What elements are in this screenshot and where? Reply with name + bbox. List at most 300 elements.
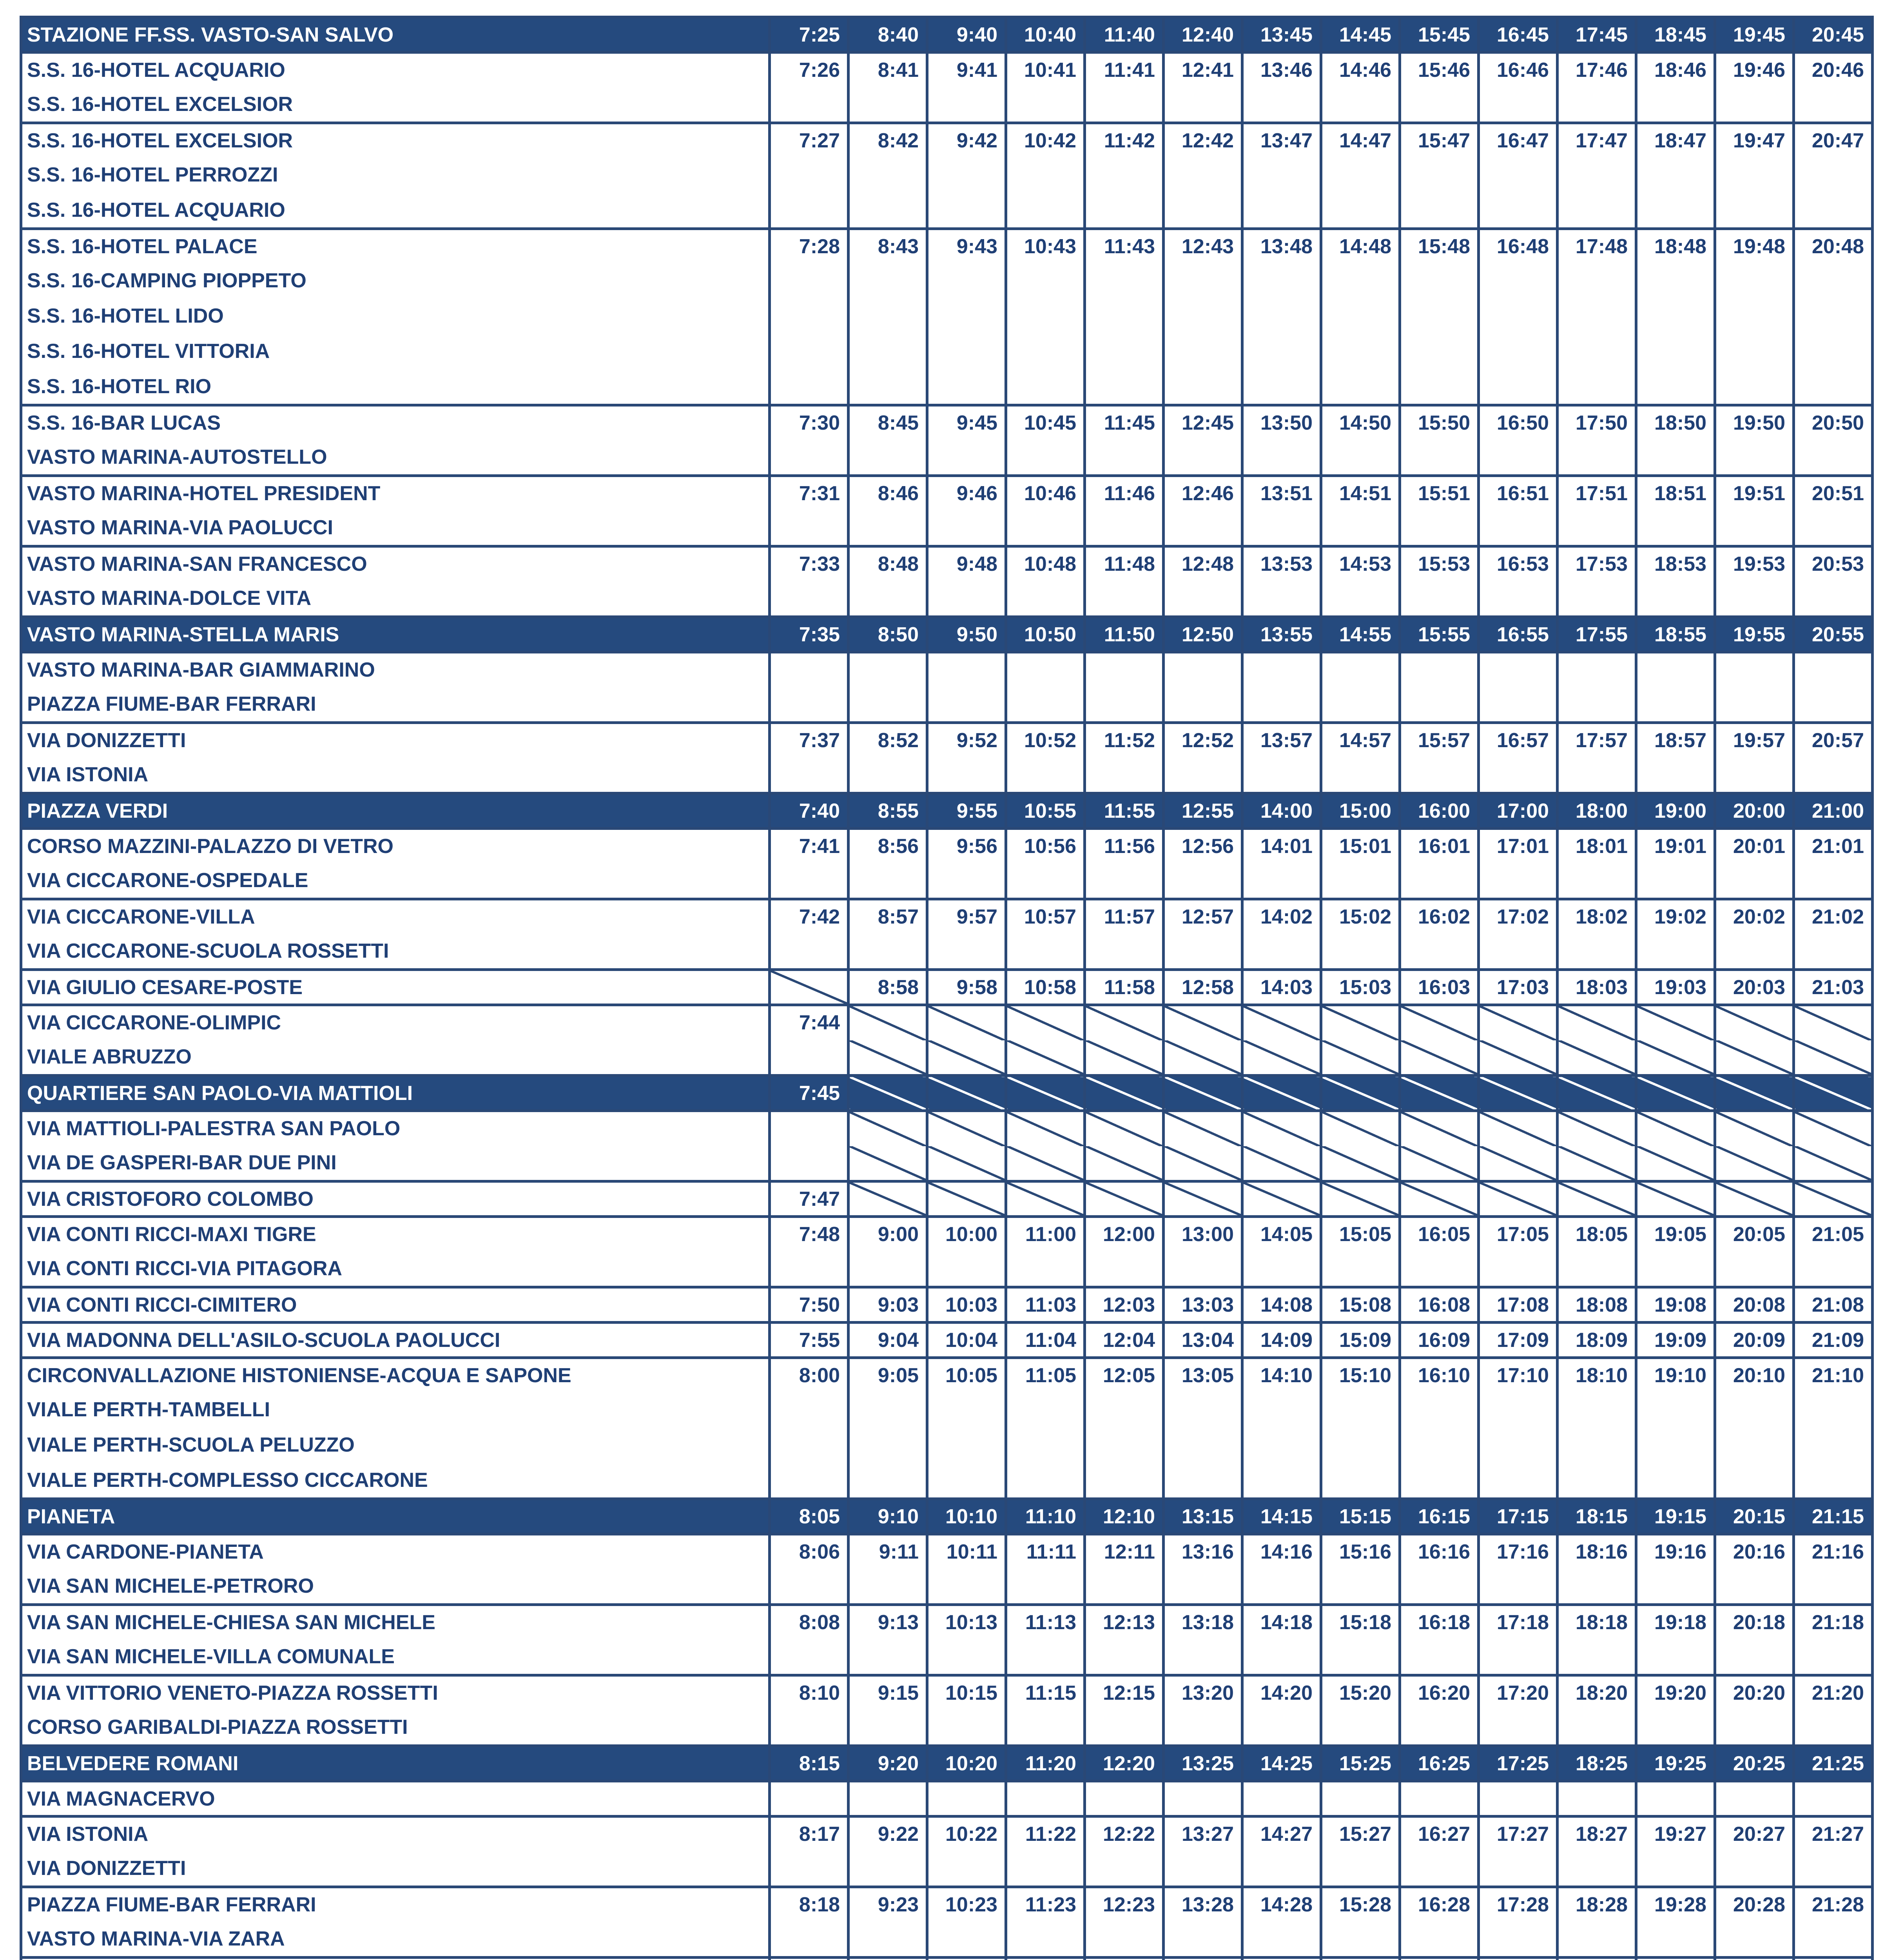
departure-time — [1558, 758, 1636, 793]
departure-time: 18:20 — [1558, 1675, 1636, 1711]
departure-time: 12:52 — [1164, 723, 1242, 758]
departure-time: 18:02 — [1558, 899, 1636, 935]
no-service-cell — [927, 1076, 1006, 1111]
departure-time — [770, 158, 849, 194]
departure-time: 16:03 — [1400, 970, 1479, 1005]
departure-time — [849, 194, 927, 229]
departure-time — [1794, 88, 1873, 123]
departure-time — [1636, 264, 1715, 299]
departure-time — [1636, 864, 1715, 899]
departure-time: 21:28 — [1794, 1887, 1873, 1922]
departure-time — [1321, 1428, 1400, 1464]
no-service-cell — [1164, 1076, 1242, 1111]
departure-time — [1400, 652, 1479, 688]
departure-time: 14:05 — [1242, 1217, 1321, 1252]
departure-time — [927, 758, 1006, 793]
no-service-cell — [1794, 1005, 1873, 1040]
departure-time: 8:17 — [770, 1817, 849, 1852]
no-service-cell — [1242, 1111, 1321, 1146]
departure-time: 7:25 — [770, 17, 849, 53]
departure-time: 16:15 — [1400, 1499, 1479, 1534]
timetable-row — [21, 1922, 1873, 1958]
no-service-cell — [1479, 1146, 1558, 1181]
departure-time: 21:09 — [1794, 1323, 1873, 1358]
timetable-row — [21, 970, 1873, 1005]
departure-time — [770, 1711, 849, 1746]
departure-time — [927, 1428, 1006, 1464]
departure-time — [1085, 582, 1164, 617]
departure-time — [1479, 264, 1558, 299]
stop-name: VIA DONIZZETTI — [21, 1852, 770, 1887]
departure-time: 7:50 — [770, 1287, 849, 1323]
timetable-row — [21, 546, 1873, 582]
departure-time — [1715, 1922, 1794, 1958]
departure-time — [1400, 688, 1479, 723]
stop-name: S.S. 16-BAR LUCAS — [21, 405, 770, 441]
departure-time: 15:27 — [1321, 1817, 1400, 1852]
departure-time: 15:20 — [1321, 1675, 1400, 1711]
timetable-row — [21, 935, 1873, 970]
departure-time — [1164, 1252, 1242, 1287]
departure-time — [1636, 1464, 1715, 1499]
no-service-cell — [770, 970, 849, 1005]
departure-time: 8:40 — [849, 17, 927, 53]
departure-time: 12:41 — [1164, 53, 1242, 88]
stop-name: VIALE PERTH-COMPLESSO CICCARONE — [21, 1464, 770, 1499]
departure-time: 11:40 — [1085, 17, 1164, 53]
departure-time — [1006, 1640, 1085, 1675]
departure-time: 14:28 — [1242, 1887, 1321, 1922]
departure-time — [1321, 441, 1400, 476]
departure-time: 10:52 — [1006, 723, 1085, 758]
departure-time — [1479, 758, 1558, 793]
departure-time — [1085, 1640, 1164, 1675]
departure-time: 13:04 — [1164, 1323, 1242, 1358]
departure-time — [1085, 1852, 1164, 1887]
departure-time — [1715, 688, 1794, 723]
timetable-major-stop-row — [21, 793, 1873, 829]
departure-time — [849, 1252, 927, 1287]
departure-time — [1715, 511, 1794, 546]
departure-time — [1479, 935, 1558, 970]
departure-time — [1636, 511, 1715, 546]
departure-time: 11:00 — [1006, 1217, 1085, 1252]
timetable-row — [21, 299, 1873, 335]
departure-time — [1321, 1958, 1400, 1960]
departure-time — [770, 1640, 849, 1675]
departure-time — [1321, 1464, 1400, 1499]
departure-time — [849, 88, 927, 123]
timetable-row — [21, 1464, 1873, 1499]
departure-time — [1164, 1464, 1242, 1499]
departure-time — [1558, 1922, 1636, 1958]
departure-time — [849, 370, 927, 405]
departure-time: 16:50 — [1479, 405, 1558, 441]
departure-time — [1242, 1464, 1321, 1499]
no-service-cell — [1479, 1040, 1558, 1076]
no-service-cell — [1636, 1181, 1715, 1217]
no-service-cell — [1558, 1181, 1636, 1217]
departure-time — [1321, 88, 1400, 123]
departure-time — [1636, 688, 1715, 723]
no-service-cell — [1636, 1076, 1715, 1111]
stop-name: VIA VITTORIO VENETO-PIAZZA ROSSETTI — [21, 1675, 770, 1711]
timetable-row — [21, 899, 1873, 935]
stop-name: VIA SAN MICHELE-PETRORO — [21, 1570, 770, 1605]
departure-time: 13:45 — [1242, 17, 1321, 53]
departure-time: 14:53 — [1321, 546, 1400, 582]
departure-time — [1558, 1464, 1636, 1499]
stop-name: VIA CONTI RICCI-MAXI TIGRE — [21, 1217, 770, 1252]
departure-time: 19:01 — [1636, 829, 1715, 864]
departure-time — [770, 652, 849, 688]
stop-name: VIA SAN MICHELE-VILLA COMUNALE — [21, 1640, 770, 1675]
departure-time: 17:16 — [1479, 1534, 1558, 1570]
departure-time — [1321, 1922, 1400, 1958]
departure-time — [1479, 1958, 1558, 1960]
departure-time — [1400, 1252, 1479, 1287]
departure-time: 17:28 — [1479, 1887, 1558, 1922]
stop-name: VIA CONTI RICCI-VIA PITAGORA — [21, 1252, 770, 1287]
timetable-row — [21, 335, 1873, 370]
departure-time: 7:37 — [770, 723, 849, 758]
departure-time — [1479, 688, 1558, 723]
timetable-row — [21, 723, 1873, 758]
no-service-cell — [1321, 1040, 1400, 1076]
departure-time: 12:43 — [1164, 229, 1242, 264]
no-service-cell — [1006, 1146, 1085, 1181]
no-service-cell — [1085, 1040, 1164, 1076]
departure-time: 14:09 — [1242, 1323, 1321, 1358]
departure-time: 14:01 — [1242, 829, 1321, 864]
departure-time — [1085, 688, 1164, 723]
stop-name: PIAZZA FIUME-BAR FERRARI — [21, 1887, 770, 1922]
departure-time — [1479, 864, 1558, 899]
departure-time — [1794, 441, 1873, 476]
departure-time — [1321, 1252, 1400, 1287]
departure-time: 10:48 — [1006, 546, 1085, 582]
timetable-row — [21, 1287, 1873, 1323]
departure-time — [849, 1958, 927, 1960]
departure-time: 19:25 — [1636, 1746, 1715, 1781]
departure-time — [1164, 1640, 1242, 1675]
departure-time — [1558, 441, 1636, 476]
stop-name: CORSO GARIBALDI-PIAZZA ROSSETTI — [21, 1711, 770, 1746]
departure-time: 10:05 — [927, 1358, 1006, 1393]
departure-time: 10:56 — [1006, 829, 1085, 864]
departure-time: 17:01 — [1479, 829, 1558, 864]
departure-time — [1479, 511, 1558, 546]
departure-time — [1636, 1711, 1715, 1746]
departure-time — [770, 935, 849, 970]
departure-time — [1715, 299, 1794, 335]
departure-time — [1715, 864, 1794, 899]
departure-time — [1479, 1252, 1558, 1287]
departure-time: 11:56 — [1085, 829, 1164, 864]
departure-time: 7:47 — [770, 1181, 849, 1217]
departure-time: 19:57 — [1715, 723, 1794, 758]
departure-time — [1479, 582, 1558, 617]
departure-time — [849, 264, 927, 299]
stop-name: S.S. 16-HOTEL LIDO — [21, 299, 770, 335]
departure-time — [1164, 758, 1242, 793]
departure-time: 13:46 — [1242, 53, 1321, 88]
departure-time — [1006, 1428, 1085, 1464]
departure-time — [1479, 441, 1558, 476]
departure-time: 16:16 — [1400, 1534, 1479, 1570]
departure-time — [849, 864, 927, 899]
departure-time: 14:03 — [1242, 970, 1321, 1005]
departure-time — [770, 1464, 849, 1499]
no-service-cell — [1715, 1181, 1794, 1217]
departure-time — [1006, 1852, 1085, 1887]
departure-time — [1006, 88, 1085, 123]
departure-time — [1242, 1958, 1321, 1960]
departure-time — [1242, 1428, 1321, 1464]
departure-time: 18:16 — [1558, 1534, 1636, 1570]
departure-time: 20:45 — [1794, 17, 1873, 53]
departure-time — [1321, 158, 1400, 194]
departure-time — [1715, 1640, 1794, 1675]
departure-time — [1321, 335, 1400, 370]
departure-time — [1715, 1464, 1794, 1499]
departure-time — [770, 335, 849, 370]
departure-time — [927, 370, 1006, 405]
departure-time: 15:16 — [1321, 1534, 1400, 1570]
departure-time: 18:57 — [1636, 723, 1715, 758]
no-service-cell — [1321, 1111, 1400, 1146]
departure-time — [1715, 1428, 1794, 1464]
departure-time — [770, 864, 849, 899]
departure-time — [770, 441, 849, 476]
departure-time — [849, 441, 927, 476]
no-service-cell — [1715, 1146, 1794, 1181]
departure-time — [1164, 299, 1242, 335]
no-service-cell — [1715, 1040, 1794, 1076]
no-service-cell — [1479, 1076, 1558, 1111]
departure-time — [1085, 299, 1164, 335]
departure-time: 21:25 — [1794, 1746, 1873, 1781]
departure-time: 15:28 — [1321, 1887, 1400, 1922]
departure-time: 15:45 — [1400, 17, 1479, 53]
departure-time: 11:41 — [1085, 53, 1164, 88]
departure-time — [849, 1428, 927, 1464]
departure-time — [770, 1393, 849, 1428]
departure-time: 10:22 — [927, 1817, 1006, 1852]
departure-time: 21:10 — [1794, 1358, 1873, 1393]
departure-time — [849, 158, 927, 194]
departure-time: 12:03 — [1085, 1287, 1164, 1323]
departure-time: 17:08 — [1479, 1287, 1558, 1323]
no-service-cell — [1085, 1146, 1164, 1181]
departure-time: 11:52 — [1085, 723, 1164, 758]
departure-time — [1636, 1781, 1715, 1817]
departure-time — [1400, 935, 1479, 970]
no-service-cell — [1400, 1111, 1479, 1146]
departure-time: 10:13 — [927, 1605, 1006, 1640]
stop-name: VIA SAN MICHELE-CHIESA SAN MICHELE — [21, 1605, 770, 1640]
departure-time: 15:00 — [1321, 793, 1400, 829]
departure-time — [1321, 688, 1400, 723]
departure-time — [1164, 1393, 1242, 1428]
no-service-cell — [1558, 1040, 1636, 1076]
departure-time — [1715, 264, 1794, 299]
bus-timetable — [20, 16, 1874, 1960]
departure-time — [1164, 1711, 1242, 1746]
departure-time — [1085, 935, 1164, 970]
departure-time — [849, 688, 927, 723]
departure-time — [1321, 582, 1400, 617]
departure-time: 18:10 — [1558, 1358, 1636, 1393]
departure-time: 9:10 — [849, 1499, 927, 1534]
departure-time — [1242, 158, 1321, 194]
departure-time — [1715, 1781, 1794, 1817]
departure-time — [1321, 864, 1400, 899]
departure-time: 21:03 — [1794, 970, 1873, 1005]
departure-time: 16:08 — [1400, 1287, 1479, 1323]
departure-time: 20:51 — [1794, 476, 1873, 511]
departure-time: 12:05 — [1085, 1358, 1164, 1393]
departure-time: 19:53 — [1715, 546, 1794, 582]
departure-time — [1794, 688, 1873, 723]
departure-time — [1085, 1393, 1164, 1428]
departure-time — [1479, 88, 1558, 123]
departure-time — [1242, 1570, 1321, 1605]
departure-time: 11:57 — [1085, 899, 1164, 935]
departure-time — [1636, 758, 1715, 793]
stop-name: S.S. 16-HOTEL EXCELSIOR — [21, 123, 770, 158]
departure-time: 9:55 — [927, 793, 1006, 829]
departure-time: 19:50 — [1715, 405, 1794, 441]
no-service-cell — [1164, 1146, 1242, 1181]
departure-time: 12:56 — [1164, 829, 1242, 864]
departure-time — [1085, 264, 1164, 299]
departure-time: 20:20 — [1715, 1675, 1794, 1711]
departure-time: 8:15 — [770, 1746, 849, 1781]
departure-time: 9:41 — [927, 53, 1006, 88]
departure-time — [1164, 1852, 1242, 1887]
departure-time — [1794, 1852, 1873, 1887]
timetable-row — [21, 53, 1873, 88]
departure-time: 16:09 — [1400, 1323, 1479, 1358]
departure-time: 17:20 — [1479, 1675, 1558, 1711]
departure-time: 12:45 — [1164, 405, 1242, 441]
no-service-cell — [1164, 1111, 1242, 1146]
departure-time: 13:27 — [1164, 1817, 1242, 1852]
departure-time — [1479, 158, 1558, 194]
departure-time — [1006, 1711, 1085, 1746]
departure-time: 11:50 — [1085, 617, 1164, 652]
departure-time: 19:08 — [1636, 1287, 1715, 1323]
departure-time: 17:00 — [1479, 793, 1558, 829]
departure-time — [1715, 935, 1794, 970]
departure-time — [927, 1464, 1006, 1499]
no-service-cell — [1479, 1181, 1558, 1217]
timetable-row — [21, 1534, 1873, 1570]
departure-time: 19:03 — [1636, 970, 1715, 1005]
stop-name: VIA MADONNA DELL'ASILO-SCUOLA PAOLUCCI — [21, 1323, 770, 1358]
departure-time — [1636, 1428, 1715, 1464]
departure-time — [1085, 441, 1164, 476]
departure-time — [1085, 158, 1164, 194]
departure-time: 13:15 — [1164, 1499, 1242, 1534]
departure-time: 13:53 — [1242, 546, 1321, 582]
departure-time — [1636, 1640, 1715, 1675]
departure-time — [1479, 194, 1558, 229]
timetable-row — [21, 229, 1873, 264]
departure-time: 19:47 — [1715, 123, 1794, 158]
departure-time — [927, 1958, 1006, 1960]
departure-time: 17:15 — [1479, 1499, 1558, 1534]
departure-time: 7:26 — [770, 53, 849, 88]
departure-time — [1715, 1393, 1794, 1428]
departure-time: 8:48 — [849, 546, 927, 582]
departure-time — [1242, 1640, 1321, 1675]
departure-time: 8:57 — [849, 899, 927, 935]
departure-time — [1242, 335, 1321, 370]
departure-time: 12:42 — [1164, 123, 1242, 158]
departure-time — [927, 264, 1006, 299]
departure-time: 12:10 — [1085, 1499, 1164, 1534]
timetable-row — [21, 158, 1873, 194]
no-service-cell — [849, 1005, 927, 1040]
departure-time: 9:43 — [927, 229, 1006, 264]
departure-time — [1400, 441, 1479, 476]
stop-name: S.S. 16-CAMPING PIOPPETO — [21, 264, 770, 299]
departure-time: 19:10 — [1636, 1358, 1715, 1393]
departure-time: 14:16 — [1242, 1534, 1321, 1570]
departure-time — [1715, 1852, 1794, 1887]
departure-time — [927, 1640, 1006, 1675]
departure-time: 13:28 — [1164, 1887, 1242, 1922]
departure-time — [1558, 1640, 1636, 1675]
departure-time: 9:40 — [927, 17, 1006, 53]
departure-time: 19:02 — [1636, 899, 1715, 935]
stop-name: VIA CICCARONE-OLIMPIC — [21, 1005, 770, 1040]
departure-time: 9:15 — [849, 1675, 927, 1711]
departure-time: 20:05 — [1715, 1217, 1794, 1252]
departure-time: 9:23 — [849, 1887, 927, 1922]
departure-time: 21:08 — [1794, 1287, 1873, 1323]
departure-time — [1085, 1428, 1164, 1464]
departure-time: 18:00 — [1558, 793, 1636, 829]
no-service-cell — [1794, 1111, 1873, 1146]
no-service-cell — [849, 1181, 927, 1217]
departure-time — [1242, 370, 1321, 405]
departure-time — [1558, 264, 1636, 299]
departure-time: 12:58 — [1164, 970, 1242, 1005]
departure-time: 10:42 — [1006, 123, 1085, 158]
departure-time: 14:47 — [1321, 123, 1400, 158]
no-service-cell — [1242, 1146, 1321, 1181]
departure-time: 18:46 — [1636, 53, 1715, 88]
departure-time — [1006, 1958, 1085, 1960]
departure-time: 9:05 — [849, 1358, 927, 1393]
departure-time: 14:46 — [1321, 53, 1400, 88]
departure-time — [1321, 1781, 1400, 1817]
departure-time — [770, 1040, 849, 1076]
departure-time — [1400, 1570, 1479, 1605]
departure-time — [770, 370, 849, 405]
departure-time: 7:55 — [770, 1323, 849, 1358]
departure-time — [1164, 1428, 1242, 1464]
timetable-row — [21, 1217, 1873, 1252]
timetable-row — [21, 1252, 1873, 1287]
departure-time — [1085, 864, 1164, 899]
departure-time: 15:57 — [1400, 723, 1479, 758]
no-service-cell — [1558, 1005, 1636, 1040]
departure-time — [1636, 370, 1715, 405]
